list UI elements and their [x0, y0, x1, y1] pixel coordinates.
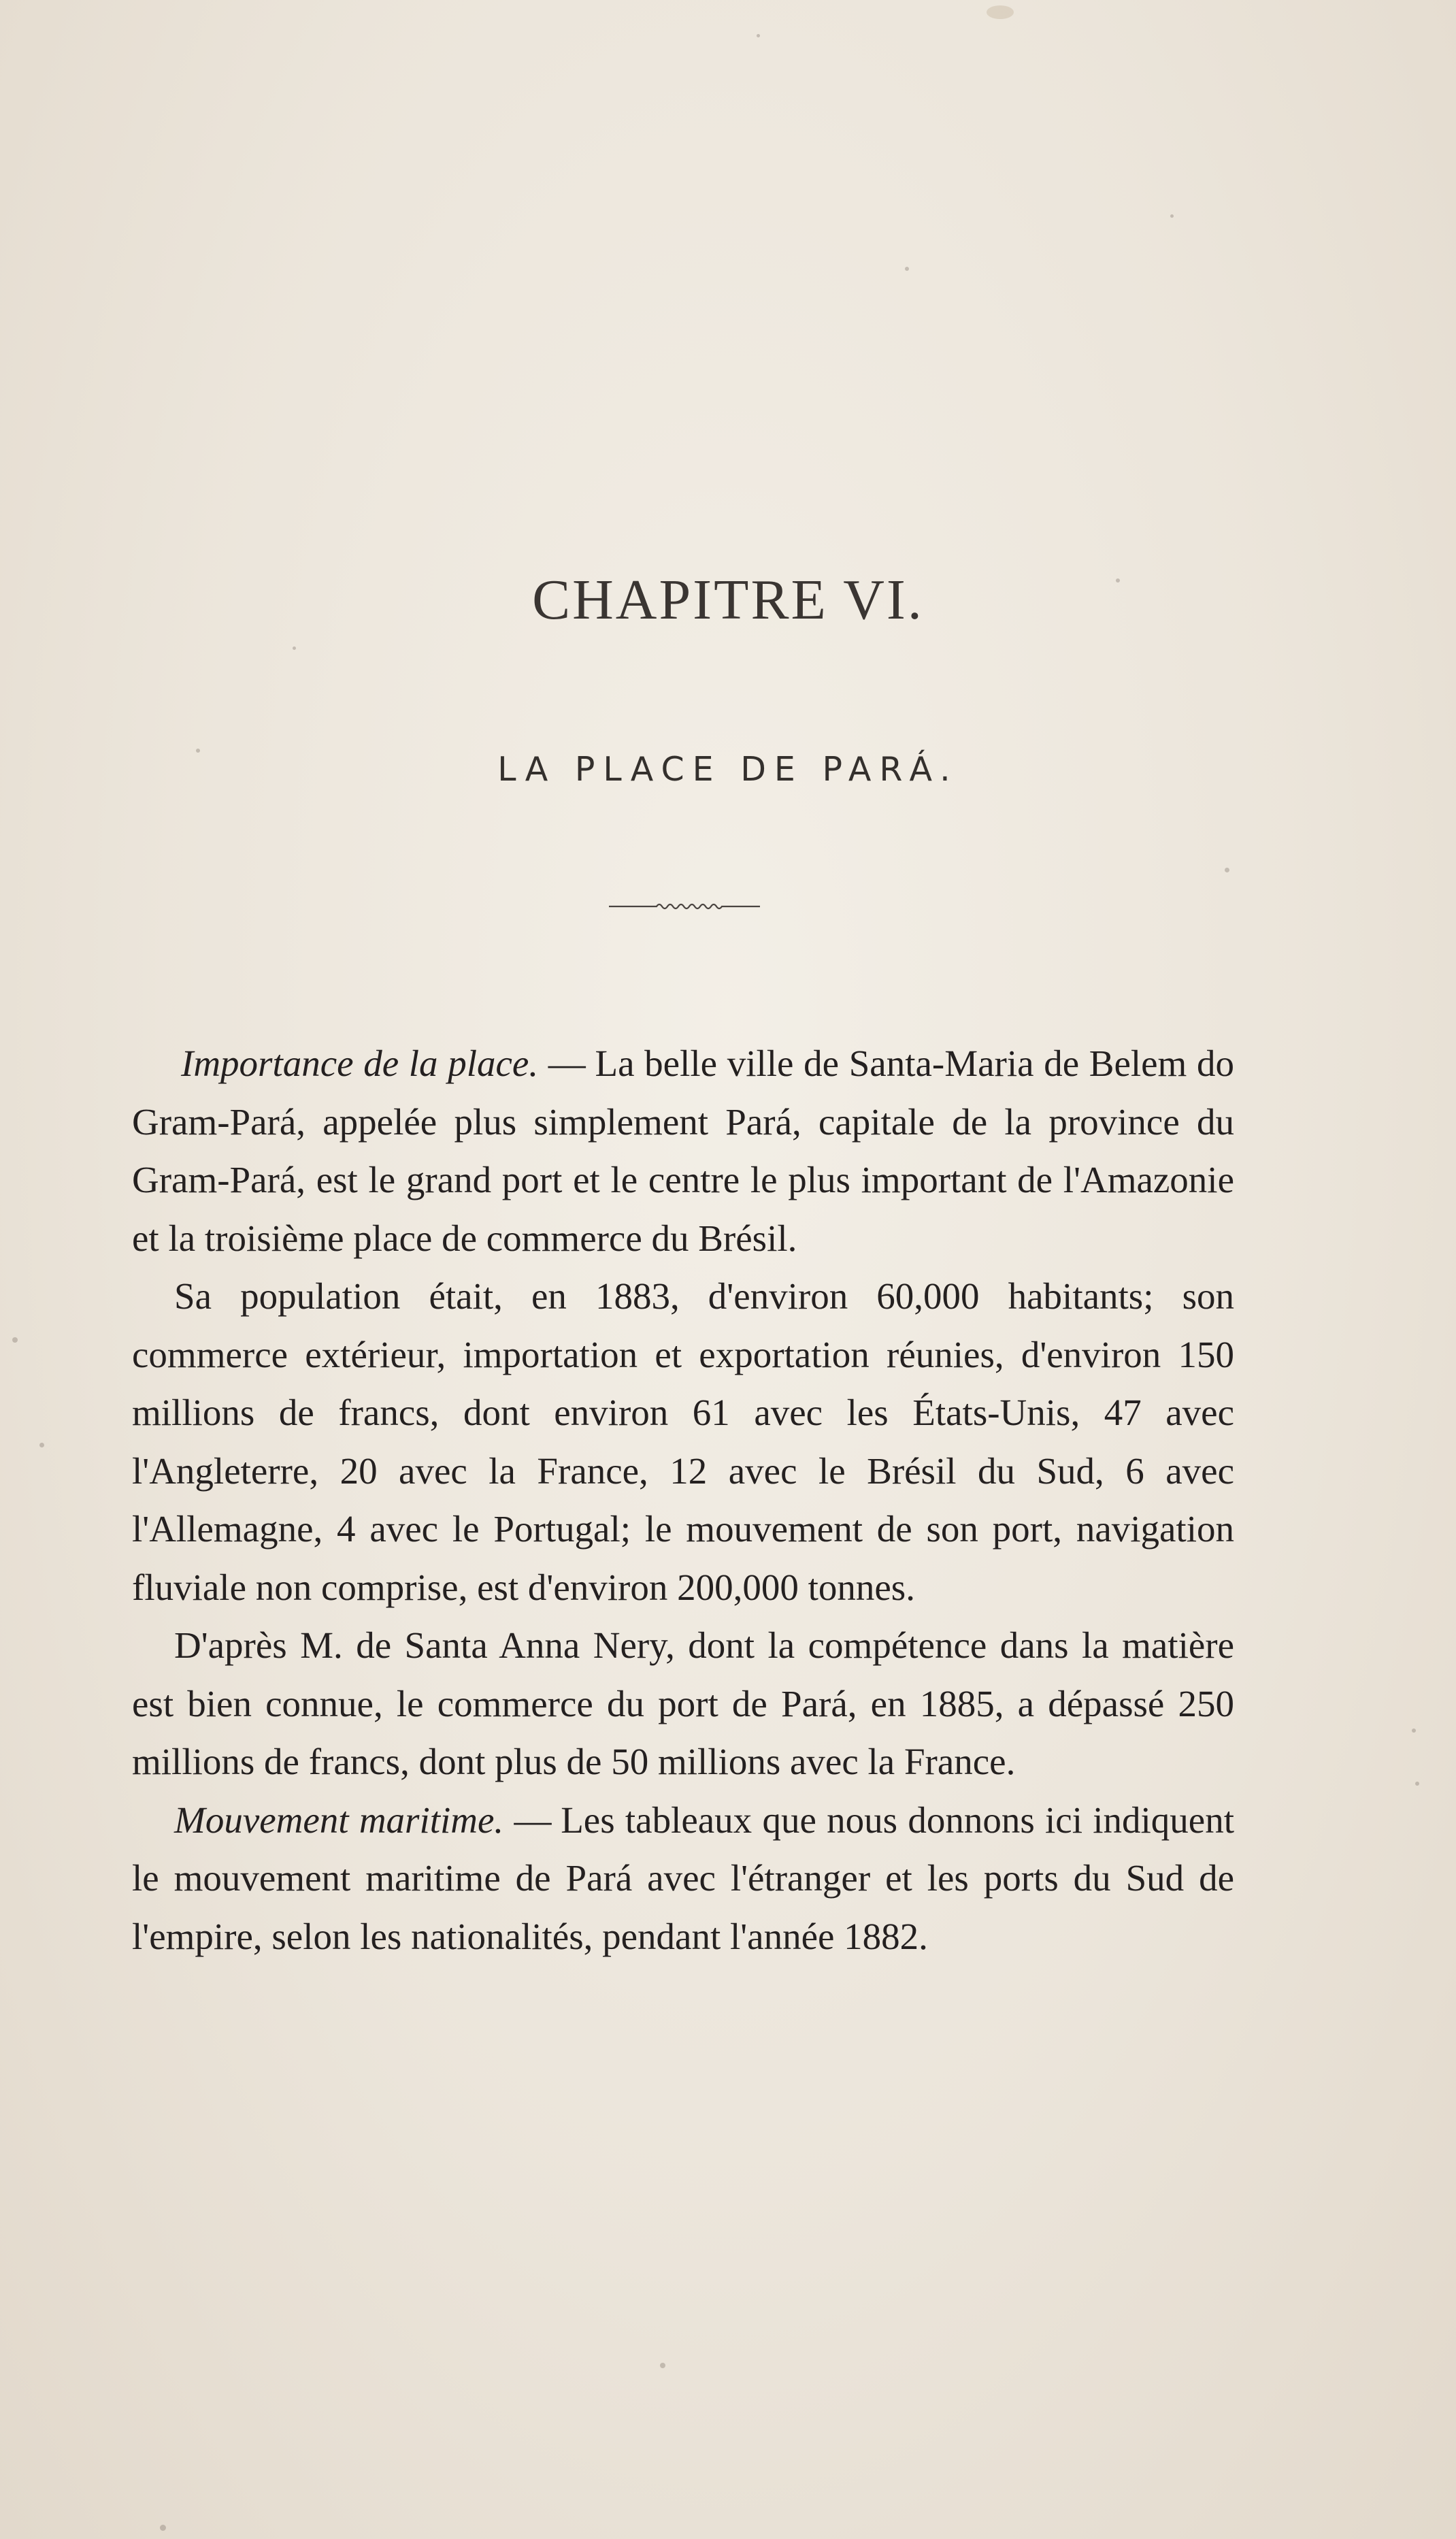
paragraph-commerce: D'après M. de Santa Anna Nery, dont la compétence dans la matière est bien connue, le commerce du port de Pará, en 1885, a dépassé 250 millions de francs, dont plus de 50 millions avec la France. — [132, 1624, 1234, 1782]
paragraph-population: Sa population était, en 1883, d'environ 60,000 habitants; son commerce extérieur, importation et exportation réunies, d'environ 150 millions de francs, dont environ 61 avec les États-Unis, 47 avec l'Angleterre, 20 avec la France, 12 avec le Brésil du Sud, 6 avec l'Allemagne, 4 avec le Portugal; le mouvement de son port, navigation fluviale non comprise, est d'environ 200,000 tonnes. — [132, 1275, 1234, 1608]
paragraph-importance — [132, 1034, 1234, 1267]
paper-speck — [12, 1337, 18, 1343]
paper-speck — [1415, 1782, 1419, 1786]
paper-speck — [905, 267, 909, 271]
paper-speck — [660, 2363, 665, 2368]
paragraph-text: La belle ville de Santa-Maria de Belem do Gram-Pará, appelée plus simplement Pará, capitale de la province du Gram-Pará, est le grand port et le centre le plus important de l'Amazonie et la troisième place de commerce du Brésil. — [132, 1043, 1235, 1259]
section-heading-importance: Importance de la place. — [181, 1043, 539, 1084]
em-dash: — — [548, 1043, 586, 1084]
wavy-divider-ornament — [609, 900, 760, 913]
chapter-title: CHAPITRE VI. — [532, 568, 924, 632]
paragraph-mouvement — [132, 1791, 1234, 1966]
paper-speck — [1170, 214, 1174, 218]
paper-speck — [757, 34, 760, 37]
paper-speck — [160, 2525, 166, 2531]
paper-speck — [987, 5, 1014, 19]
paper-speck — [39, 1443, 44, 1447]
paper-speck — [1412, 1729, 1416, 1733]
paper-speck — [1225, 868, 1229, 872]
section-heading-mouvement: Mouvement maritime. — [174, 1799, 504, 1841]
body-text — [132, 1034, 1234, 1965]
chapter-subtitle: LA PLACE DE PARÁ. — [497, 750, 959, 789]
paragraph-text: Les tableaux que nous donnons ici indiquent le mouvement maritime de Pará avec l'étranger et les ports du Sud de l'empire, selon les nationalités, pendant l'année 1882. — [132, 1799, 1234, 1957]
em-dash: — — [514, 1799, 552, 1841]
paper-speck — [293, 646, 296, 650]
